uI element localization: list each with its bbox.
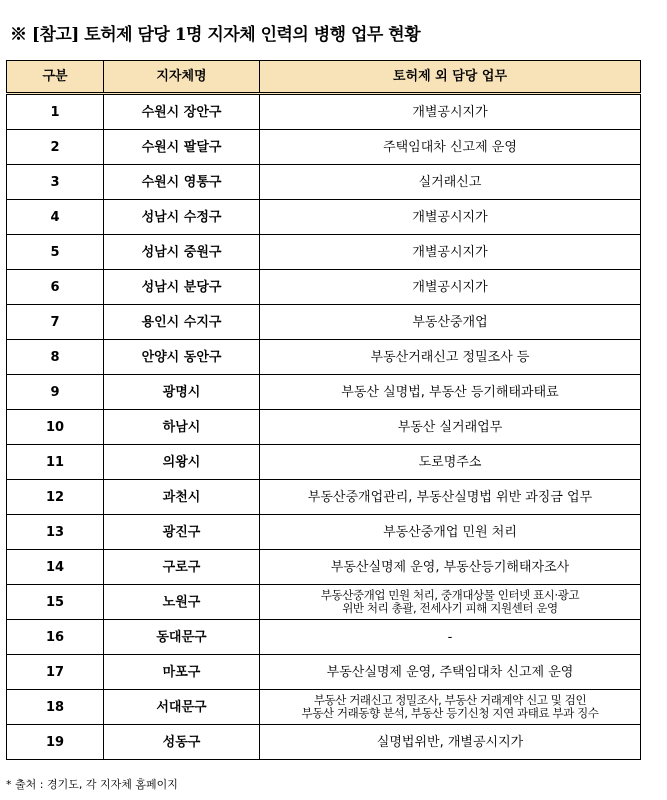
row-duty: 개별공시지가	[260, 94, 641, 130]
row-organization: 수원시 팔달구	[104, 130, 260, 165]
duty-line: 부동산 거래동향 분석, 부동산 등기신청 지연 과태료 부과 징수	[301, 706, 599, 720]
row-number: 14	[7, 550, 104, 585]
row-number: 17	[7, 655, 104, 690]
row-duty: 부동산중개업 민원 처리	[260, 515, 641, 550]
table-row	[7, 690, 641, 725]
row-number: 16	[7, 620, 104, 655]
row-number: 10	[7, 410, 104, 445]
table-row	[7, 94, 641, 130]
row-organization: 마포구	[104, 655, 260, 690]
row-duty: 부동산 실거래업무	[260, 410, 641, 445]
source-note: * 출처 : 경기도, 각 지자체 홈페이지	[6, 778, 178, 791]
row-number: 9	[7, 375, 104, 410]
row-number: 3	[7, 165, 104, 200]
row-duty: 주택임대차 신고제 운영	[260, 130, 641, 165]
row-organization: 노원구	[104, 585, 260, 620]
table-row	[7, 410, 641, 445]
row-duty	[260, 585, 641, 620]
row-organization: 구로구	[104, 550, 260, 585]
table-row	[7, 165, 641, 200]
row-duty	[260, 690, 641, 725]
row-duty: 실거래신고	[260, 165, 641, 200]
row-organization: 성남시 중원구	[104, 235, 260, 270]
row-number: 5	[7, 235, 104, 270]
header-org: 지자체명	[104, 61, 260, 94]
table-row	[7, 550, 641, 585]
table-row	[7, 200, 641, 235]
table-row	[7, 375, 641, 410]
table-row	[7, 515, 641, 550]
row-organization: 수원시 장안구	[104, 94, 260, 130]
duty-line: 부동산중개업 민원 처리, 중개대상물 인터넷 표시·광고	[320, 588, 580, 602]
row-duty: 부동산실명제 운영, 주택임대차 신고제 운영	[260, 655, 641, 690]
row-duty: 실명법위반, 개별공시지가	[260, 725, 641, 760]
row-number: 7	[7, 305, 104, 340]
row-organization: 광명시	[104, 375, 260, 410]
row-number: 18	[7, 690, 104, 725]
header-duty: 토허제 외 담당 업무	[260, 61, 641, 94]
row-organization: 용인시 수지구	[104, 305, 260, 340]
table-row	[7, 130, 641, 165]
table-row	[7, 620, 641, 655]
table-row	[7, 305, 641, 340]
row-duty: 부동산실명제 운영, 부동산등기해태자조사	[260, 550, 641, 585]
row-organization: 광진구	[104, 515, 260, 550]
row-duty: 부동산 실명법, 부동산 등기해태과태료	[260, 375, 641, 410]
row-number: 8	[7, 340, 104, 375]
row-number: 2	[7, 130, 104, 165]
row-duty: 개별공시지가	[260, 200, 641, 235]
row-number: 1	[7, 94, 104, 130]
row-organization: 서대문구	[104, 690, 260, 725]
row-number: 15	[7, 585, 104, 620]
table-row	[7, 655, 641, 690]
table-header-row	[7, 61, 641, 94]
row-duty: 부동산중개업관리, 부동산실명법 위반 과징금 업무	[260, 480, 641, 515]
table-row	[7, 480, 641, 515]
row-number: 13	[7, 515, 104, 550]
row-number: 12	[7, 480, 104, 515]
table-row	[7, 445, 641, 480]
row-number: 19	[7, 725, 104, 760]
row-duty: 개별공시지가	[260, 235, 641, 270]
table-row	[7, 725, 641, 760]
row-organization: 성남시 수정구	[104, 200, 260, 235]
row-number: 4	[7, 200, 104, 235]
row-organization: 의왕시	[104, 445, 260, 480]
document-title: ※ [참고] 토허제 담당 1명 지자체 인력의 병행 업무 현황	[10, 25, 421, 45]
row-duty: -	[260, 620, 641, 655]
table-body	[7, 94, 641, 760]
table-row	[7, 340, 641, 375]
duty-line: 부동산 거래신고 정밀조사, 부동산 거래계약 신고 및 검인	[313, 693, 587, 707]
duty-line: 위반 처리 총괄, 전세사기 피해 지원센터 운영	[342, 601, 558, 615]
row-duty: 부동산거래신고 정밀조사 등	[260, 340, 641, 375]
table-row	[7, 235, 641, 270]
row-organization: 안양시 동안구	[104, 340, 260, 375]
table-row	[7, 270, 641, 305]
row-organization: 수원시 영통구	[104, 165, 260, 200]
row-organization: 성동구	[104, 725, 260, 760]
row-number: 6	[7, 270, 104, 305]
row-organization: 하남시	[104, 410, 260, 445]
row-organization: 성남시 분당구	[104, 270, 260, 305]
table-row	[7, 585, 641, 620]
header-no: 구분	[7, 61, 104, 94]
row-duty: 개별공시지가	[260, 270, 641, 305]
duty-table	[6, 60, 641, 760]
row-duty: 도로명주소	[260, 445, 641, 480]
row-organization: 동대문구	[104, 620, 260, 655]
row-organization: 과천시	[104, 480, 260, 515]
row-duty: 부동산중개업	[260, 305, 641, 340]
row-number: 11	[7, 445, 104, 480]
